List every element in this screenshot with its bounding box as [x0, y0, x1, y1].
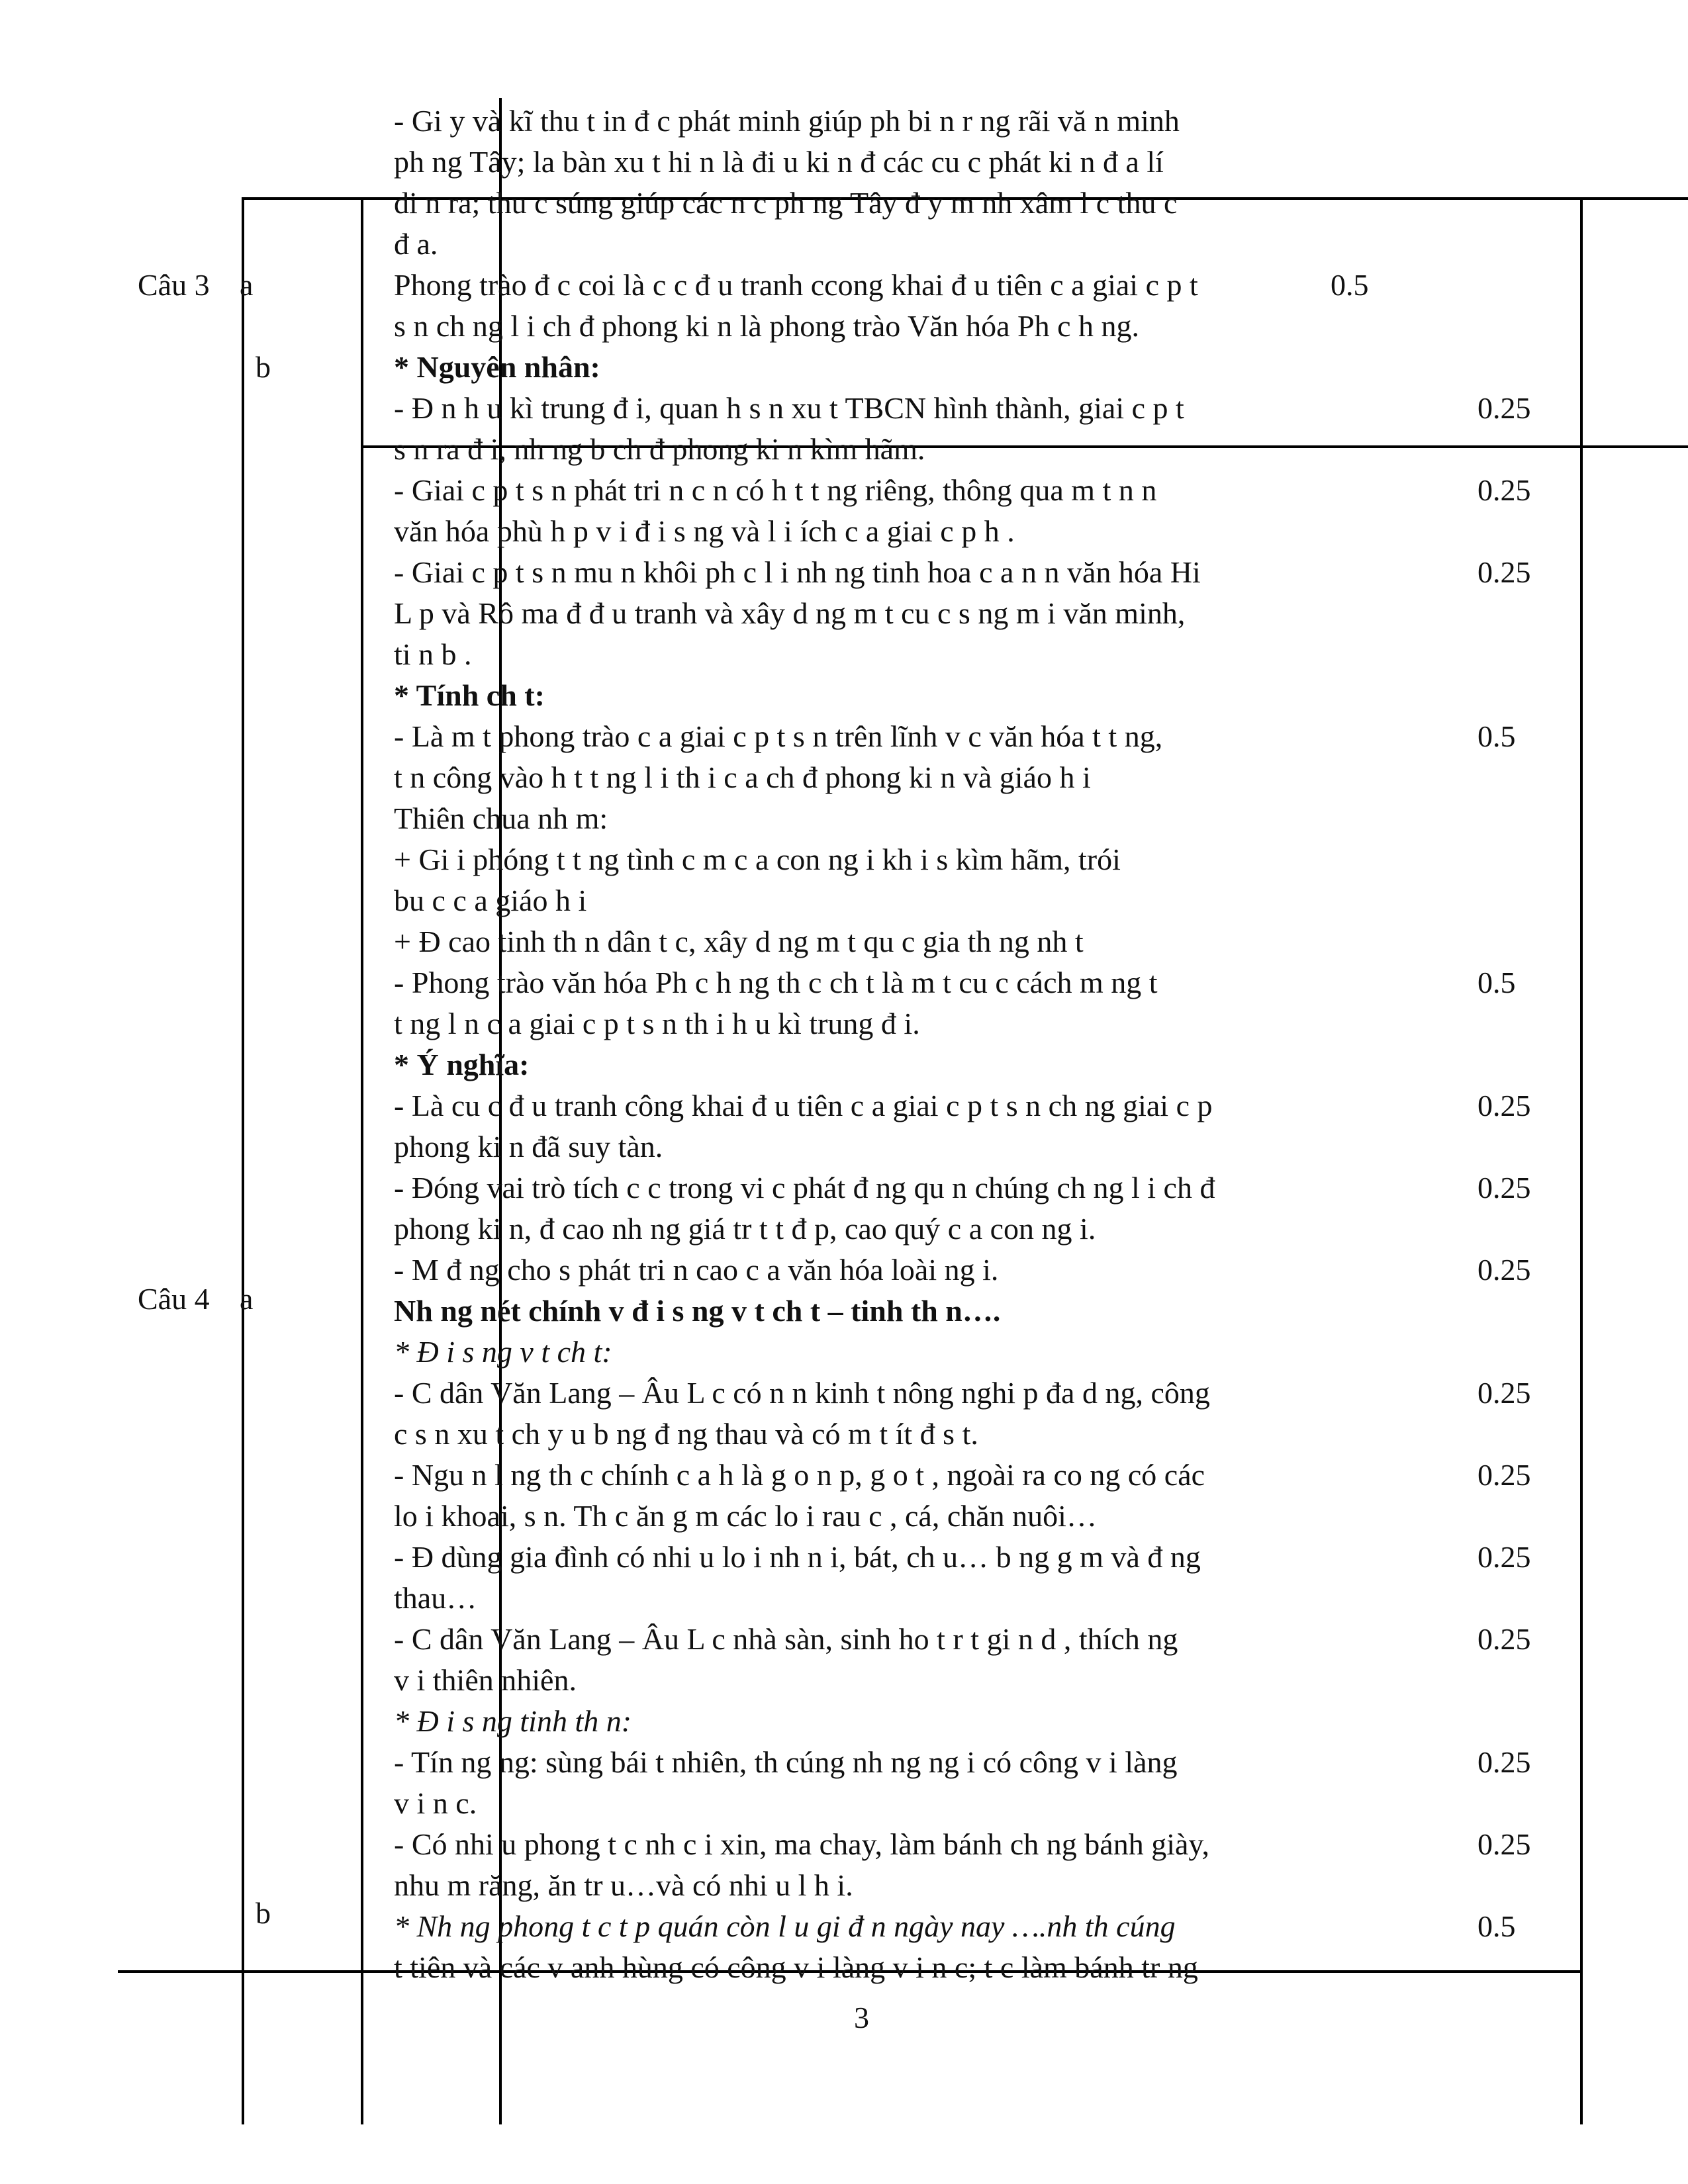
score-value: 0.25	[1477, 1827, 1531, 1861]
section-heading: * Nguyên nhân:	[394, 350, 600, 384]
column-rule-4	[1580, 197, 1583, 2124]
answer-line: v i n c.	[394, 1786, 477, 1820]
answer-line: - Đ n h u kì trung đ i, quan h s n xu t TBCN hình thành, giai c p t	[394, 391, 1184, 425]
section-heading: Nh ng nét chính v đ i s ng v t ch t – tinh th n….	[394, 1294, 1001, 1328]
answer-line: - Là m t phong trào c a giai c p t s n trên lĩnh v c văn hóa t t ng,	[394, 719, 1163, 753]
answer-line: + Đ cao tinh th n dân t c, xây d ng m t qu c gia th ng nh t	[394, 925, 1084, 958]
subsection-heading: * Đ i s ng v t ch t:	[394, 1335, 612, 1369]
answer-line: v i thiên nhiên.	[394, 1663, 577, 1697]
part-b-label: b	[256, 1896, 271, 1930]
answer-line: Thiên chua nh m:	[394, 801, 608, 835]
score-value: 0.25	[1477, 1622, 1531, 1656]
answer-line: - C dân Văn Lang – Âu L c có n n kinh t nông nghi p đa d ng, công	[394, 1376, 1210, 1410]
answer-line: - Gi y và kĩ thu t in đ c phát minh giúp ph bi n r ng rãi vă n minh	[394, 104, 1180, 138]
answer-line: - Đóng vai trò tích c c trong vi c phát đ ng qu n chúng ch ng l i ch đ	[394, 1171, 1215, 1205]
answer-line: di n ra; thu c súng giúp các n c ph ng Tây đ y m nh xâm l c thu c	[394, 186, 1178, 220]
score-value: 0.25	[1477, 1089, 1531, 1122]
answer-line: lo i khoai, s n. Th c ăn g m các lo i rau c , cá, chăn nuôi…	[394, 1499, 1097, 1533]
answer-line: bu c c a giáo h i	[394, 884, 587, 917]
answer-line: - Ngu n l ng th c chính c a h là g o n p, g o t , ngoài ra co ng có các	[394, 1458, 1205, 1492]
score-value: 0.5	[1477, 719, 1516, 753]
answer-line: + Gi i phóng t t ng tình c m c a con ng i kh i s kìm hãm, trói	[394, 842, 1121, 876]
answer-line: - Có nhi u phong t c nh c i xin, ma chay, làm bánh ch ng bánh giày,	[394, 1827, 1209, 1861]
answer-line: - Đ dùng gia đình có nhi u lo i nh n i, bát, ch u… b ng g m và đ ng	[394, 1540, 1201, 1574]
answer-line: - Phong trào văn hóa Ph c h ng th c ch t là m t cu c cách m ng t	[394, 966, 1158, 999]
answer-line: * Nh ng phong t c t p quán còn l u gi đ n ngày nay ….nh th cúng	[394, 1909, 1176, 1943]
answer-line: t ng l n c a giai c p t s n th i h u kì trung đ i.	[394, 1007, 920, 1040]
answer-line: - Giai c p t s n mu n khôi ph c l i nh ng tinh hoa c a n n văn hóa Hi	[394, 555, 1201, 589]
score-value: 0.5	[1477, 1909, 1516, 1943]
score-value: 0.25	[1477, 1253, 1531, 1287]
answer-line: - Là cu c đ u tranh công khai đ u tiên c a giai c p t s n ch ng giai c p	[394, 1089, 1213, 1122]
score-value: 0.25	[1477, 473, 1531, 507]
score-value: 0.5	[1477, 966, 1516, 999]
answer-line: t tiên và các v anh hùng có công v i làng v i n c; t c làm bánh tr ng	[394, 1950, 1198, 1984]
score-value: 0.25	[1477, 1540, 1531, 1574]
part-b-label: b	[256, 350, 271, 384]
section-heading: * Ý nghĩa:	[394, 1048, 530, 1081]
answer-line: ti n b .	[394, 637, 472, 671]
column-rule-2	[361, 197, 363, 2124]
answer-line: s n ch ng l i ch đ phong ki n là phong trào Văn hóa Ph c h ng.	[394, 309, 1140, 343]
part-a-label: a	[240, 1282, 254, 1316]
answer-line: thau…	[394, 1581, 477, 1615]
answer-line: s n ra đ i, nh ng b ch đ phong ki n kìm hãm.	[394, 432, 925, 466]
answer-line: ph ng Tây; la bàn xu t hi n là đi u ki n đ các cu c phát ki n đ a lí	[394, 145, 1164, 179]
answer-line: c s n xu t ch y u b ng đ ng thau và có m t ít đ s t.	[394, 1417, 978, 1451]
answer-line: t n công vào h t t ng l i th i c a ch đ phong ki n và giáo h i	[394, 760, 1091, 794]
answer-line: đ a.	[394, 227, 438, 261]
answer-line: nhu m răng, ăn tr u…và có nhi u l h i.	[394, 1868, 853, 1902]
answer-line: văn hóa phù h p v i đ i s ng và l i ích c a giai c p h .	[394, 514, 1015, 548]
score-value: 0.25	[1477, 391, 1531, 425]
subsection-heading: * Đ i s ng tinh th n:	[394, 1704, 632, 1738]
answer-line: - C dân Văn Lang – Âu L c nhà sàn, sinh ho t r t gi n d , thích ng	[394, 1622, 1178, 1656]
section-heading: * Tính ch t:	[394, 678, 545, 712]
answer-line: - M đ ng cho s phát tri n cao c a văn hóa loài ng i.	[394, 1253, 999, 1287]
score-value: 0.25	[1477, 1745, 1531, 1779]
answer-line: phong ki n, đ cao nh ng giá tr t t đ p, cao quý c a con ng i.	[394, 1212, 1096, 1246]
score-value: 0.25	[1477, 1458, 1531, 1492]
score-value: 0.25	[1477, 1376, 1531, 1410]
answer-line: - Tín ng ng: sùng bái t nhiên, th cúng nh ng ng i có công v i làng	[394, 1745, 1178, 1779]
score-value: 0.25	[1477, 555, 1531, 589]
score-value: 0.5	[1331, 268, 1369, 302]
part-a-label: a	[240, 268, 254, 302]
question-3-label: Câu 3	[138, 268, 210, 302]
answer-line: - Giai c p t s n phát tri n c n có h t t ng riêng, thông qua m t n n	[394, 473, 1157, 507]
answer-line: phong ki n đã suy tàn.	[394, 1130, 663, 1163]
answer-line: L p và Rô ma đ đ u tranh và xây d ng m t cu c s ng m i văn minh,	[394, 596, 1186, 630]
question-4-label: Câu 4	[138, 1282, 210, 1316]
column-rule-1	[242, 197, 244, 2124]
page-number: 3	[854, 2001, 869, 2034]
score-value: 0.25	[1477, 1171, 1531, 1205]
answer-line: Phong trào đ c coi là c c đ u tranh ccong khai đ u tiên c a giai c p t	[394, 268, 1198, 302]
